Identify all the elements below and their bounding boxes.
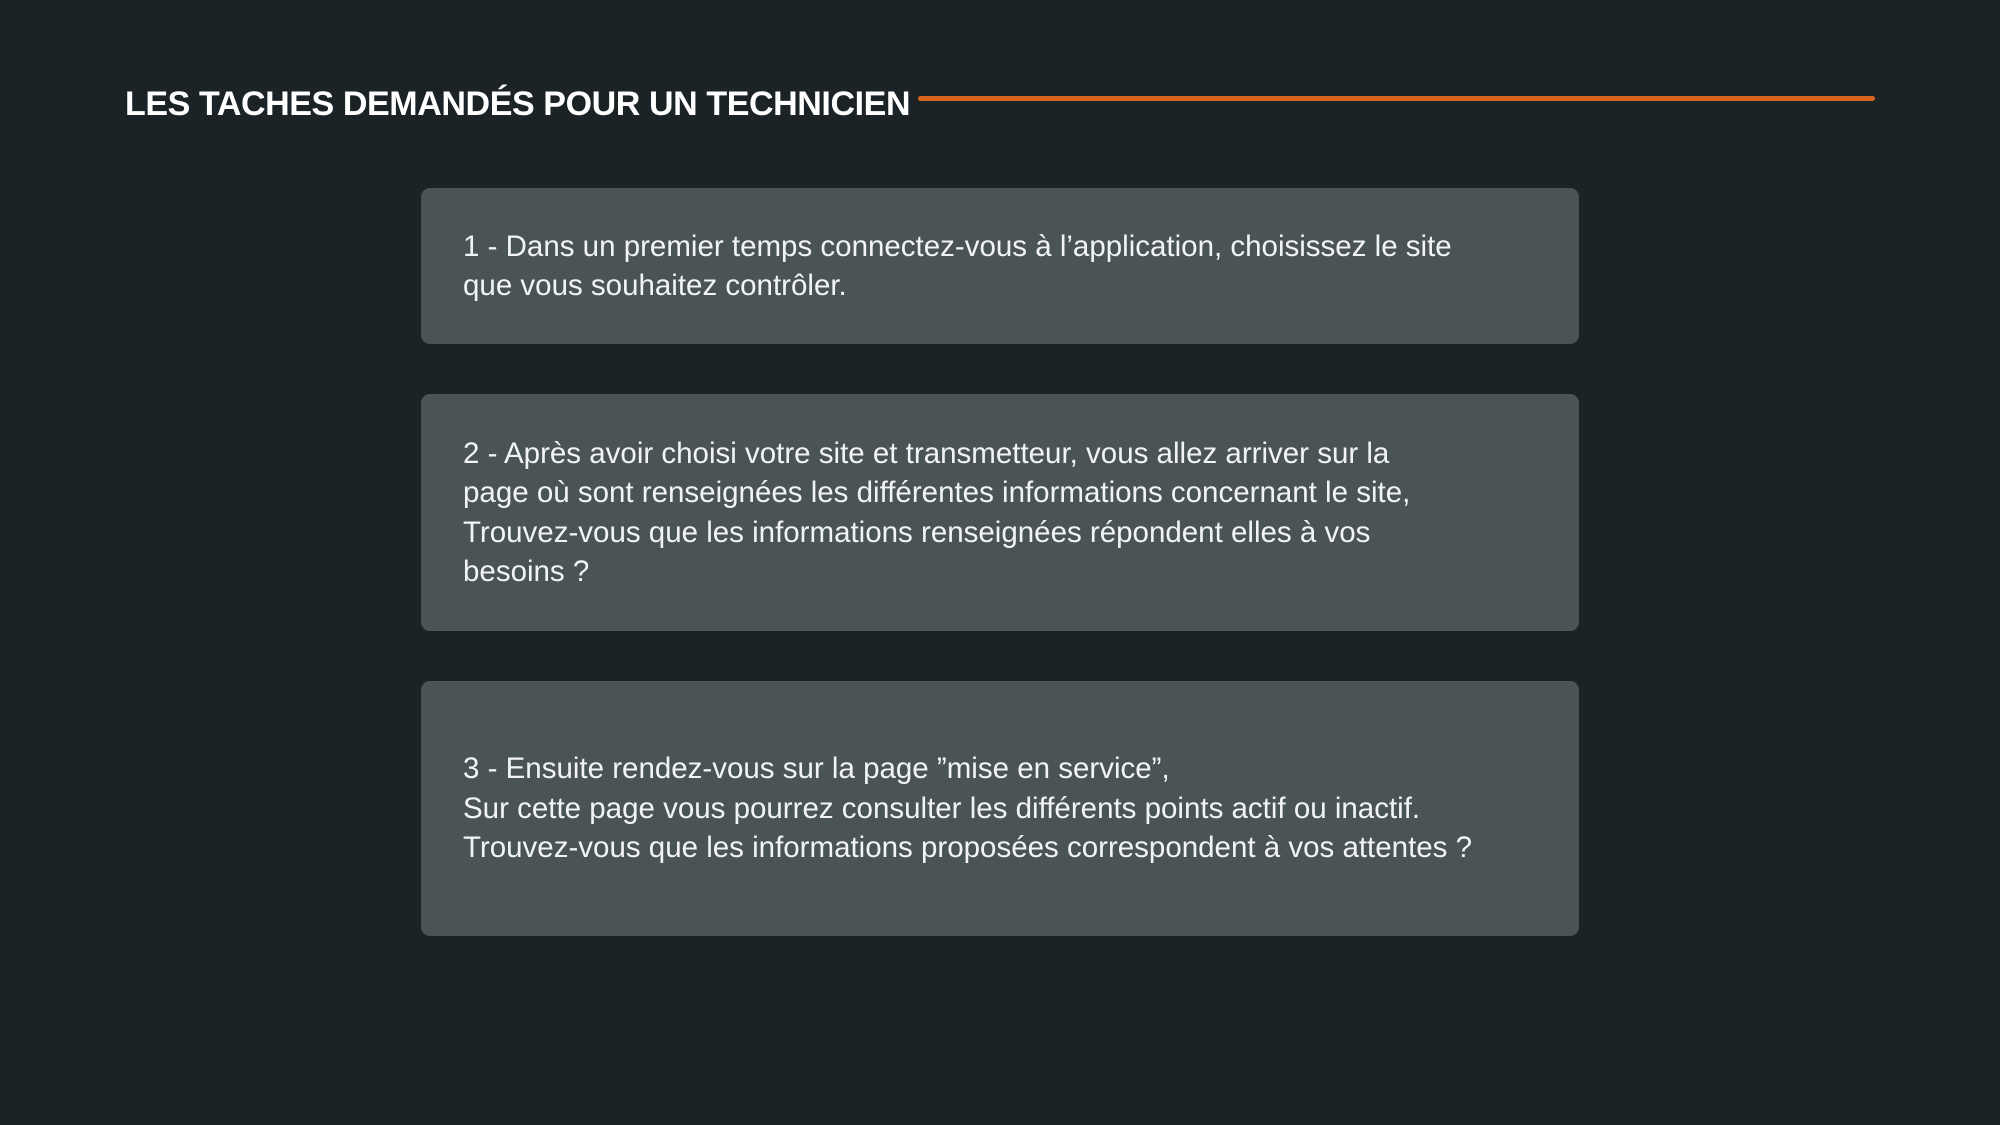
task-card-1	[421, 188, 1579, 344]
task-card-3	[421, 681, 1579, 936]
task-card-2	[421, 394, 1579, 631]
page-title: LES TACHES DEMANDÉS POUR UN TECHNICIEN	[125, 85, 911, 123]
title-accent-line	[918, 96, 1875, 101]
task-1-text: 1 - Dans un premier temps connectez-vous à l’application, choisissez le site que vous souhaitez contrôler.	[463, 229, 1452, 302]
task-3-text: 3 - Ensuite rendez-vous sur la page ”mise en service”, Sur cette page vous pourrez consulter les différents points actif ou inactif. Trouvez-vous que les informations proposées correspondent à vos attentes ?	[463, 752, 1473, 865]
task-2-text: 2 - Après avoir choisi votre site et transmetteur, vous allez arriver sur la page où sont renseignées les différentes informations concernant le site, Trouvez-vous que les informations renseignées répondent elles à vos besoins ?	[463, 436, 1411, 588]
